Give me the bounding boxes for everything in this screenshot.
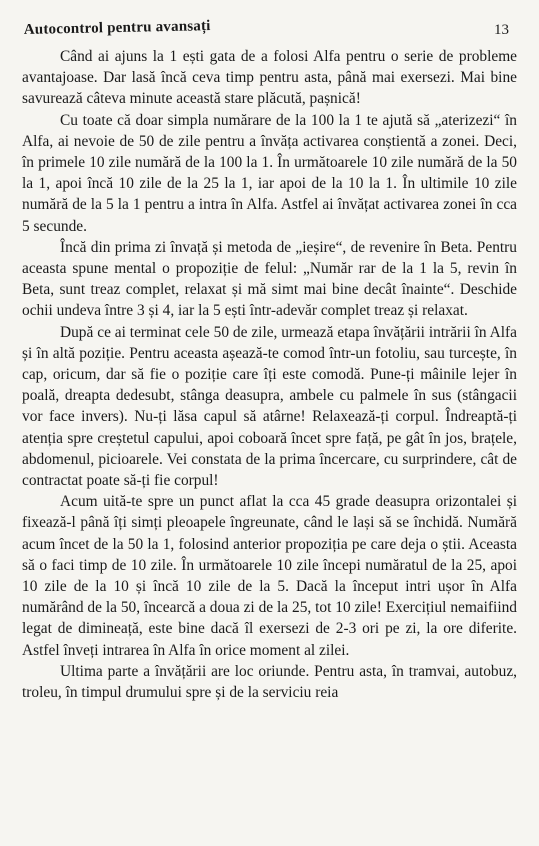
paragraph-6: Ultima parte a învățării are loc oriunde. Pentru asta, în tramvai, autobuz, troleu, în timpul drumului spre și de la serviciu reia <box>22 662 517 702</box>
paragraph-4: După ce ai terminat cele 50 de zile, urmează etapa învățării intrării în Alfa și în altă poziție. Pentru aceasta așează-te comod într-un fotoliu, sau turcește, în cap, oricum, dar să fie o poziție care îți este comodă. Pune-ți mâinile lejer în poală, dreapta dedesubt, stânga deasupra, ambele cu palmele în sus (stângacii vor face invers). Nu-ți lăsa capul să atârne! Relaxează-ți corpul. Îndreaptă-ți atenția spre creștetul capului, apoi coboară încet spre față, pe gât în jos, brațele, abdomenul, picioarele. Vei constata de la prima încercare, cu surprindere, cât de contractat poate să-ți fie corpul! <box>22 323 517 490</box>
page-header <box>22 8 517 42</box>
chapter-title: Autocontrol pentru avansați <box>23 18 211 39</box>
paragraph-1: Când ai ajuns la 1 ești gata de a folosi Alfa pentru o serie de probleme avantajoase. Dar lasă încă ceva timp pentru asta, până mai exersezi. Mai bine savurează câteva minute această stare plăcută, pașnică! <box>22 48 517 108</box>
paragraph-5: Acum uită-te spre un punct aflat la cca 45 grade deasupra orizontalei și fixează-l până îți simți pleoapele îngreunate, când le lași să se închidă. Numără acum încet de la 50 la 1, folosind anterior propoziția pe care deja o știi. Aceasta să o faci timp de 10 zile. În următoarele 10 zile începi număratul de la 25, apoi 10 zile de la 10 și încă 10 zile de la 5. Dacă la început intri ușor în Alfa numărând de la 50, încearcă a doua zi de la 25, tot 10 zile! Exercițiul nemaifiind legat de dimineață, este bine dacă îl exersezi de 2-3 ori pe zi, la ore diferite. Astfel înveți intrarea în Alfa în orice moment al zilei. <box>22 493 517 659</box>
paragraph-3: Încă din prima zi învață și metoda de „ieșire“, de revenire în Beta. Pentru aceasta spune mental o propoziție de felul: „Număr rar de la 1 la 5, revin în Beta, sunt treaz complet, relaxat și mă simt mai bine decât înainte“. Deschide ochii undeva între 3 și 4, iar la 5 ești într-adevăr complet treaz și relaxat. <box>22 238 517 320</box>
paragraph-2: Cu toate că doar simpla numărare de la 100 la 1 te ajută să „aterizezi“ în Alfa, ai nevoie de 50 de zile pentru a învăța activarea conștientă a zonei. Deci, în primele 10 zile numără de la 100 la 1. În următoarele 10 zile numără de la 50 la 1, apoi încă 10 zile de la 25 la 1, iar apoi de la 10 la 1. În ultimile 10 zile numără de la 5 la 1 pentru a intra în Alfa. Astfel ai învățat activarea zonei în cca 5 secunde. <box>22 111 517 235</box>
page-number: 13 <box>494 22 509 38</box>
body-text <box>22 46 517 703</box>
